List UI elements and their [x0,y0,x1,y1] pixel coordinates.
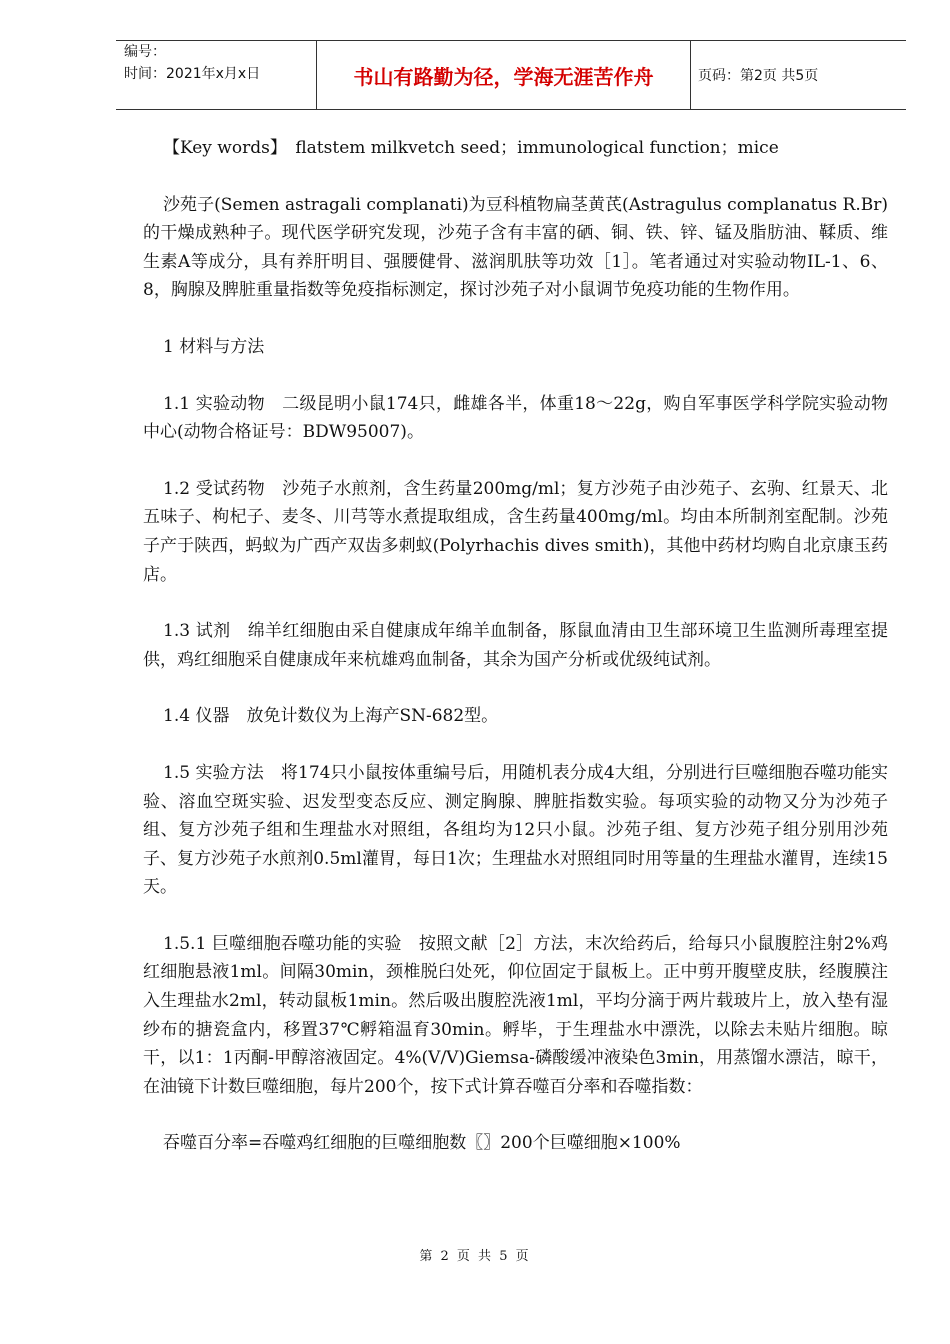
keywords-paragraph: 【Key words】 flatstem milkvetch seed；immunological function；mice [163,138,779,158]
document-time-label: 时间：2021年x月x日 [124,66,261,82]
intro-paragraph: 沙苑子(Semen astragali complanati)为豆科植物扁茎黄芪(Astragulus complanatus R.Br)的干燥成熟种子。现代医学研究发现，沙苑子含有丰富的硒、铜、铁、锌、锰及脂肪油、鞣质、维生素A等成分，具有养肝明目、强腰健骨、滋润肌肤等功效［1］。笔者通过对实验动物IL-1、6、8，胸腺及脾脏重量指数等免疫指标测定，探讨沙苑子对小鼠调节免疫功能的生物作用。 [143,194,888,301]
page-footer: 第 2 页 共 5 页 [419,1249,531,1264]
document-number-label: 编号： [124,44,166,60]
paragraph-1-5-1-phagocytosis: 1.5.1 巨噬细胞吞噬功能的实验 按照文献［2］方法，末次给药后，给每只小鼠腹腔注射2%鸡红细胞悬液1ml。间隔30min，颈椎脱臼处死，仰位固定于鼠板上。正中剪开腹壁皮肤，经腹膜注入生理盐水2ml，转动鼠板1min。然后吸出腹腔洗液1ml，平均分滴于两片载玻片上，放入垫有湿纱布的搪瓷盒内，移置37℃孵箱温育30min。孵毕，于生理盐水中漂洗，以除去未贴片细胞。晾干，以1：1丙酮-甲醇溶液固定。4%(V/V)Giemsa-磷酸缓冲液染色3min，用蒸馏水漂洁，晾干，在油镜下计数巨噬细胞，每片200个，按下式计算吞噬百分率和吞噬指数： [143,933,888,1097]
document-body [143,134,888,1186]
page-header [116,40,906,110]
formula-phagocytosis-rate: 吞噬百分率=吞噬鸡红细胞的巨噬细胞数〖〗200个巨噬细胞×100% [163,1133,681,1154]
header-meta [116,41,316,109]
paragraph-1-1-animals: 1.1 实验动物 二级昆明小鼠174只，雌雄各半，体重18～22g，购自军事医学科学院实验动物中心(动物合格证号：BDW95007)。 [143,393,888,443]
paragraph-1-4-instruments: 1.4 仪器 放免计数仪为上海产SN-682型。 [163,706,499,727]
header-page-number: 页码：第2页 共5页 [698,68,819,84]
paragraph-1-5-methods: 1.5 实验方法 将174只小鼠按体重编号后，用随机表分成4大组，分别进行巨噬细胞吞噬功能实验、溶血空斑实验、迟发型变态反应、测定胸腺、脾脏指数实验。每项实验的动物又分为沙苑子组、复方沙苑子组和生理盐水对照组，各组均为12只小鼠。沙苑子组、复方沙苑子组分别用沙苑子、复方沙苑子水煎剂0.5ml灌胃，每日1次；生理盐水对照组同时用等量的生理盐水灌胃，连续15天。 [143,762,888,898]
paragraph-1-2-drugs: 1.2 受试药物 沙苑子水煎剂，含生药量200mg/ml；复方沙苑子由沙苑子、玄驹、红景天、北五味子、枸杞子、麦冬、川芎等水煮提取组成，含生药量400mg/ml。均由本所制剂室配制。沙苑子产于陕西，蚂蚁为广西产双齿多刺蚁(Polyrhachis dives smith)，其他中药材均购自北京康玉药店。 [143,478,888,585]
section-heading-materials-methods: 1 材料与方法 [163,336,265,357]
header-motto: 书山有路勤为径，学海无涯苦作舟 [316,41,691,109]
paragraph-1-3-reagents: 1.3 试剂 绵羊红细胞由采自健康成年绵羊血制备，豚鼠血清由卫生部环境卫生监测所毒理室提供，鸡红细胞采自健康成年来杭雄鸡血制备，其余为国产分析或优级纯试剂。 [143,621,888,670]
